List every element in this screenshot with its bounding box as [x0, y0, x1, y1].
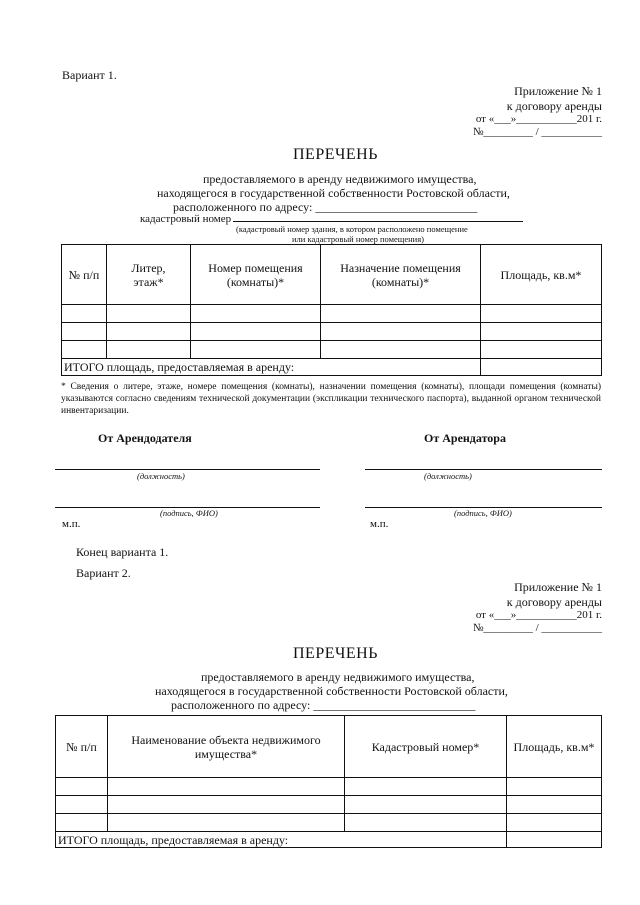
tenant-label: От Арендатора [424, 431, 506, 445]
description-line-3: расположенного по адресу: ___________________________ [173, 200, 478, 214]
total-value[interactable] [507, 832, 602, 848]
tenant-position-line[interactable] [365, 469, 602, 470]
description-2-line-3: расположенного по адресу: ___________________________ [171, 698, 476, 712]
total-row [62, 359, 602, 376]
table-row [56, 778, 602, 796]
appendix-number-line: №_________ / ___________ [472, 126, 602, 138]
variant-1-label: Вариант 1. [62, 68, 117, 82]
tenant-signature-hint: (подпись, ФИО) [454, 508, 512, 518]
list-title-2: ПЕРЕЧЕНЬ [293, 645, 378, 662]
table-row [62, 341, 602, 359]
header-cell: Номер помещения (комнаты)* [191, 245, 321, 305]
header-cell: Литер, этаж* [107, 245, 191, 305]
description-line-1: предоставляемого в аренду недвижимого имущества, [203, 172, 477, 186]
header-cell: Назначение помещения (комнаты)* [321, 245, 481, 305]
header-cell: Наименование объекта недвижимого имущества* [108, 716, 345, 778]
landlord-signature-hint: (подпись, ФИО) [160, 508, 218, 518]
header-cell: Площадь, кв.м* [507, 716, 602, 778]
appendix-subtitle: к договору аренды [506, 99, 602, 113]
list-title: ПЕРЕЧЕНЬ [293, 146, 378, 163]
premises-table [61, 244, 602, 376]
description-2-line-1: предоставляемого в аренду недвижимого имущества, [201, 670, 475, 684]
cadastral-number-line[interactable] [233, 221, 523, 222]
table-header-row [56, 716, 602, 778]
table-row [62, 305, 602, 323]
total-row [56, 832, 602, 848]
header-cell: № п/п [56, 716, 108, 778]
landlord-position-line[interactable] [55, 469, 320, 470]
header-cell: Площадь, кв.м* [481, 245, 602, 305]
cadastral-hint-2: или кадастровый номер помещения) [292, 234, 424, 244]
appendix-date-line-2: от «___»___________201 г. [475, 609, 602, 621]
appendix-date-line: от «___»___________201 г. [475, 113, 602, 125]
header-cell: Кадастровый номер* [345, 716, 507, 778]
variant-2-label: Вариант 2. [76, 566, 131, 580]
table-row [56, 796, 602, 814]
table-row [62, 323, 602, 341]
appendix-title-2: Приложение № 1 [514, 580, 602, 594]
footnote: * Сведения о литере, этаже, номере помещения (комнаты), назначении помещения (комнаты), площади помещения (комнаты) указываются согласно сведениям технической документации (экспликации технического паспорта), выданной органом технической инвентаризации. [61, 382, 601, 416]
landlord-label: От Арендодателя [98, 431, 192, 445]
total-label: ИТОГО площадь, предоставляемая в аренду: [56, 832, 507, 848]
tenant-position-hint: (должность) [424, 471, 472, 481]
total-value[interactable] [481, 359, 602, 376]
property-table [55, 715, 602, 848]
appendix-title: Приложение № 1 [514, 84, 602, 98]
cadastral-hint-1: (кадастровый номер здания, в котором расположено помещение [236, 224, 468, 234]
total-label: ИТОГО площадь, предоставляемая в аренду: [62, 359, 481, 376]
table-row [56, 814, 602, 832]
tenant-stamp-label: м.п. [370, 518, 389, 530]
header-cell: № п/п [62, 245, 107, 305]
table-header-row [62, 245, 602, 305]
description-line-2: находящегося в государственной собственности Ростовской области, [157, 186, 510, 200]
cadastral-label: кадастровый номер [140, 213, 232, 225]
landlord-position-hint: (должность) [137, 471, 185, 481]
landlord-stamp-label: м.п. [62, 518, 81, 530]
end-variant-1-label: Конец варианта 1. [76, 545, 169, 559]
appendix-number-line-2: №_________ / ___________ [472, 622, 602, 634]
appendix-subtitle-2: к договору аренды [506, 595, 602, 609]
description-2-line-2: находящегося в государственной собственности Ростовской области, [155, 684, 508, 698]
